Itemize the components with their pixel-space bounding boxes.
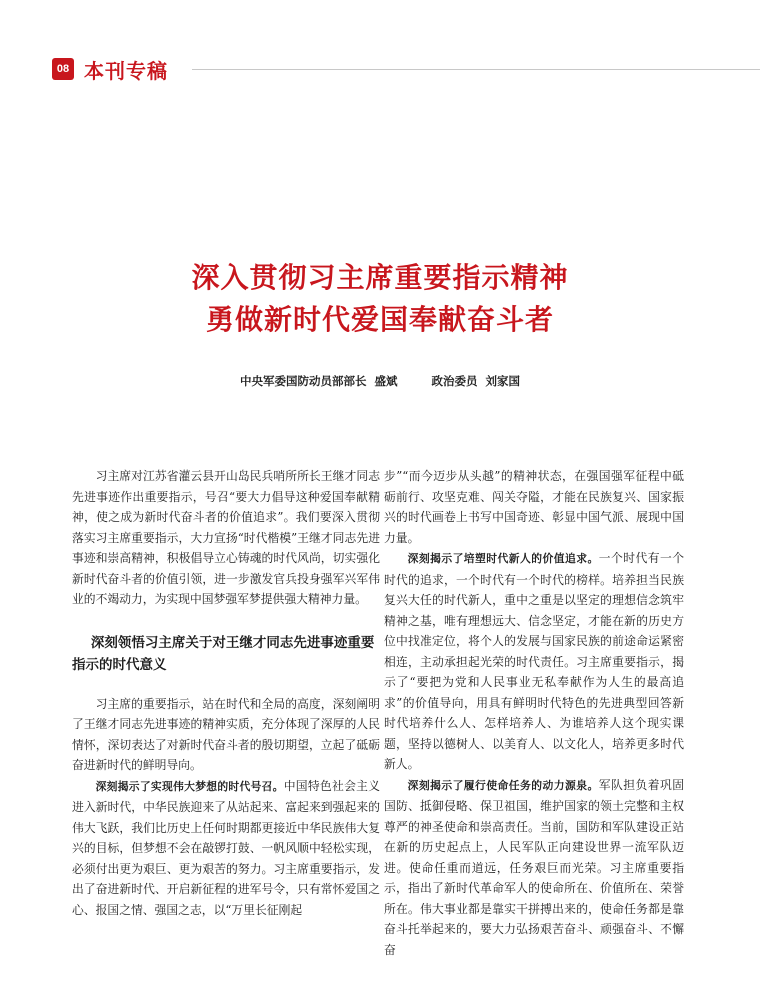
paragraph-lead: 深刻揭示了培塑时代新人的价值追求。 [407, 552, 599, 565]
author2-role: 政治委员 [431, 374, 478, 388]
body-paragraph: 习主席的重要指示，站在时代和全局的高度，深刻阐明了王继才同志先进事迹的精神实质，充分体现了深厚的人民情怀，深切表达了对新时代奋斗者的殷切期望，立起了砥砺奋进新时代的鲜明导向。 [72, 696, 380, 772]
paragraph-body: 军队担负着巩固国防、抵御侵略、保卫祖国，维护国家的领土完整和主权尊严的神圣使命和崇高责任。当前，国防和军队建设正站在新的历史起点上，人民军队正向建设世界一流军队迈进。使命任重而道远，任务艰巨而光荣。习主席重要指示，指出了新时代革命军人的使命所在、价值所在、荣誉所在。伟大事业都是靠实干拼搏出来的，使命任务都是靠奋斗托举起来的，要大力弘扬艰苦奋斗、顽强奋斗、不懈奋 [384, 777, 684, 957]
author1-name: 盛斌 [374, 374, 398, 388]
header-divider [192, 69, 760, 70]
section-subheading: 深刻领悟习主席关于对王继才同志先进事迹重要指示的时代意义 [72, 634, 375, 673]
author1-role: 中央军委国防动员部部长 [240, 374, 367, 388]
intro-paragraph: 习主席对江苏省灌云县开山岛民兵哨所所长王继才同志先进事迹作出重要指示，号召“要大力倡导这种爱国奉献精神，使之成为新时代奋斗者的价值追求”。我们要深入贯彻落实习主席重要指示，大力宣扬“时代楷模”王继才同志先进事迹和崇高精神，积极倡导立心铸魂的时代风尚，切实强化新时代奋斗者的价值引领，进一步激发官兵投身强军兴军伟业的不竭动力，为实现中国梦强军梦提供强大精神力量。 [72, 469, 380, 606]
paragraph-body: 中国特色社会主义进入新时代，中华民族迎来了从站起来、富起来到强起来的伟大飞跃，我们比历史上任何时期都更接近中华民族伟大复兴的目标，但梦想不会在敲锣打鼓、一帆风顺中轻松实现，必须付出更为艰巨、更为艰苦的努力。习主席重要指示，发出了奋进新时代、开启新征程的进军号令，只有常怀爱国之心、报国之情、强国之志，以“万里长征刚起 [72, 778, 380, 917]
body-paragraph: 步”“而今迈步从头越”的精神状态，在强国强军征程中砥砺前行、攻坚克难、闯关夺隘，才能在民族复兴、国家振兴的时代画卷上书写中国奇迹、彰显中国气派、展现中国力量。 [384, 469, 684, 545]
paragraph-lead: 深刻揭示了实现伟大梦想的时代号召。 [95, 779, 284, 793]
author2-name: 刘家国 [485, 374, 520, 388]
title-line-2: 勇做新时代爱国奉献奋斗者 [205, 303, 554, 336]
byline [0, 373, 760, 389]
paragraph-lead: 深刻揭示了履行使命任务的动力源泉。 [407, 778, 599, 792]
right-column [384, 466, 684, 960]
page-number-badge: 08 [52, 58, 74, 80]
left-column [72, 466, 380, 920]
body-paragraph [72, 776, 380, 921]
title-line-1: 深入贯彻习主席重要指示精神 [191, 261, 569, 294]
article-title [0, 257, 760, 341]
page-header [52, 58, 760, 83]
paragraph-body: 一个时代有一个时代的追求，一个时代有一个时代的榜样。培养担当民族复兴大任的时代新人，重中之重是以坚定的理想信念筑牢精神之基，唯有理想远大、信念坚定，才能在新的历史方位中找准定位，将个人的发展与国家民族的前途命运紧密相连，主动承担起光荣的时代责任。习主席重要指示，揭示了“要把为党和人民事业无私奉献作为人生的最高追求”的价值导向，用具有鲜明时代特色的先进典型回答新时代培养什么人、怎样培养人、为谁培养人这个现实课题，坚持以德树人、以美育人、以文化人，培养更多时代新人。 [384, 551, 684, 771]
body-paragraph [384, 775, 684, 961]
body-paragraph [384, 548, 684, 775]
section-title: 本刊专稿 [84, 59, 168, 83]
